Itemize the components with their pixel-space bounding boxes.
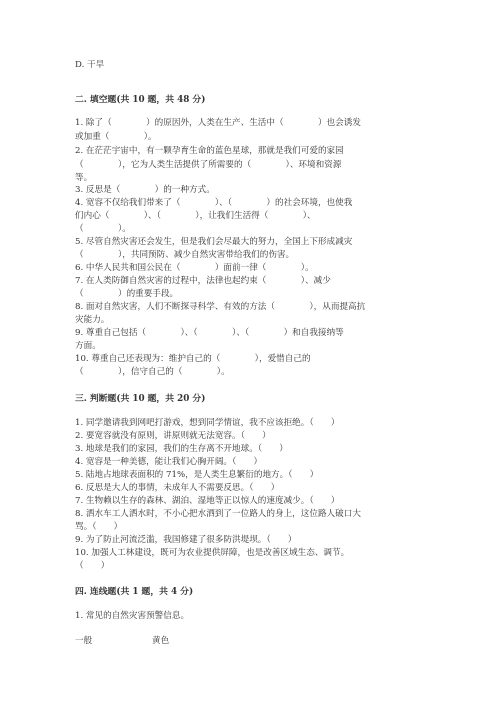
fill-line: 2. 在茫茫宇宙中，有一颗孕育生命的蓝色星球，那就是我们可爱的家园 <box>75 146 344 156</box>
judge-line: 4. 宽容是一种美德，能让我们心胸开阔。（ ） <box>75 457 263 467</box>
judge-line: 骂。（ ） <box>75 522 123 532</box>
judge-line: 9. 为了防止河流泛滥，我国修建了很多防洪堤坝。（ ） <box>75 535 297 545</box>
option-d: D. 干旱 <box>75 60 105 70</box>
fill-line: 1. 除了（ ）的原因外，人类在生产、生活中（ ）也会诱发 <box>75 118 361 128</box>
judge-line: 3. 地球是我们的家园，我们的生存离不开地球。（ ） <box>75 444 288 454</box>
section-heading-judge: 三. 判断题(共 10 题，共 20 分) <box>75 394 206 404</box>
judge-line: 5. 陆地占地球表面积的 71%，是人类生息繁衍的地方。（ ） <box>75 470 319 480</box>
fill-line: 方面。 <box>75 341 101 351</box>
fill-line: （ ），共同预防、减少自然灾害带给我们的伤害。 <box>75 250 295 260</box>
fill-line: 9. 尊重自己包括（ ）、（ ）、（ ）和自我接纳等 <box>75 328 344 338</box>
fill-line: 10. 尊重自己还表现为：维护自己的（ ），爱惜自己的 <box>75 354 311 364</box>
judge-line: 7. 生物赖以生存的森林、湖泊、湿地等正以惊人的速度减少。（ ） <box>75 496 340 506</box>
fill-line: 4. 宽容不仅给我们带来了（ ）、（ ）的社会环境，也使我 <box>75 198 353 208</box>
fill-line: 3. 反思是（ ）的一种方式。 <box>75 185 215 195</box>
judge-line: 2. 要宽容就没有原则，讲原则就无法宽容。（ ） <box>75 431 271 441</box>
fill-line: 或加重（ ）。 <box>75 132 157 142</box>
fill-line: （ ）。 <box>75 224 131 234</box>
judge-line: 10. 加强人工林建设，既可为农业提供屏障，也是改善区域生态、调节。 <box>75 548 350 558</box>
fill-line: 8. 面对自然灾害，人们不断探寻科学、有效的方法（ ），从而提高抗 <box>75 302 366 312</box>
fill-line: 等。 <box>75 173 93 183</box>
section-heading-fill: 二. 填空题(共 10 题，共 48 分) <box>75 95 206 105</box>
fill-line: 5. 尽管自然灾害还会发生，但是我们会尽最大的努力，全国上下形成减灾 <box>75 237 353 247</box>
connect-right-item: 黄色 <box>152 636 170 646</box>
judge-line: （ ） <box>75 561 110 571</box>
section-heading-connect: 四. 连线题(共 1 题，共 4 分) <box>75 587 194 597</box>
judge-line: 8. 洒水车工人洒水时，不小心把水洒到了一位路人的身上，这位路人破口大 <box>75 509 361 519</box>
judge-line: 1. 同学邀请我到网吧打游戏，想到同学情谊，我不应该拒绝。（ ） <box>75 418 340 428</box>
fill-line: 们内心（ ）、（ ），让我们生活得（ ）、 <box>75 211 316 221</box>
fill-line: （ ），它为人类生活提供了所需要的（ ）、环境和资源 <box>75 160 342 170</box>
connect-question: 1. 常见的自然灾害预警信息。 <box>75 611 190 621</box>
judge-line: 6. 反思是大人的事情，未成年人不需要反思。（ ） <box>75 483 280 493</box>
fill-line: （ ），信守自己的（ ）。 <box>75 367 230 377</box>
fill-line: 灾能力。 <box>75 315 110 325</box>
fill-line: 7. 在人类防御自然灾害的过程中，法律也起约束（ ）、减少 <box>75 276 331 286</box>
connect-left-item: 一般 <box>75 636 93 646</box>
fill-line: 6. 中华人民共和国公民在（ ）面前一律（ ）。 <box>75 263 314 273</box>
fill-line: （ ）的重要手段。 <box>75 289 179 299</box>
